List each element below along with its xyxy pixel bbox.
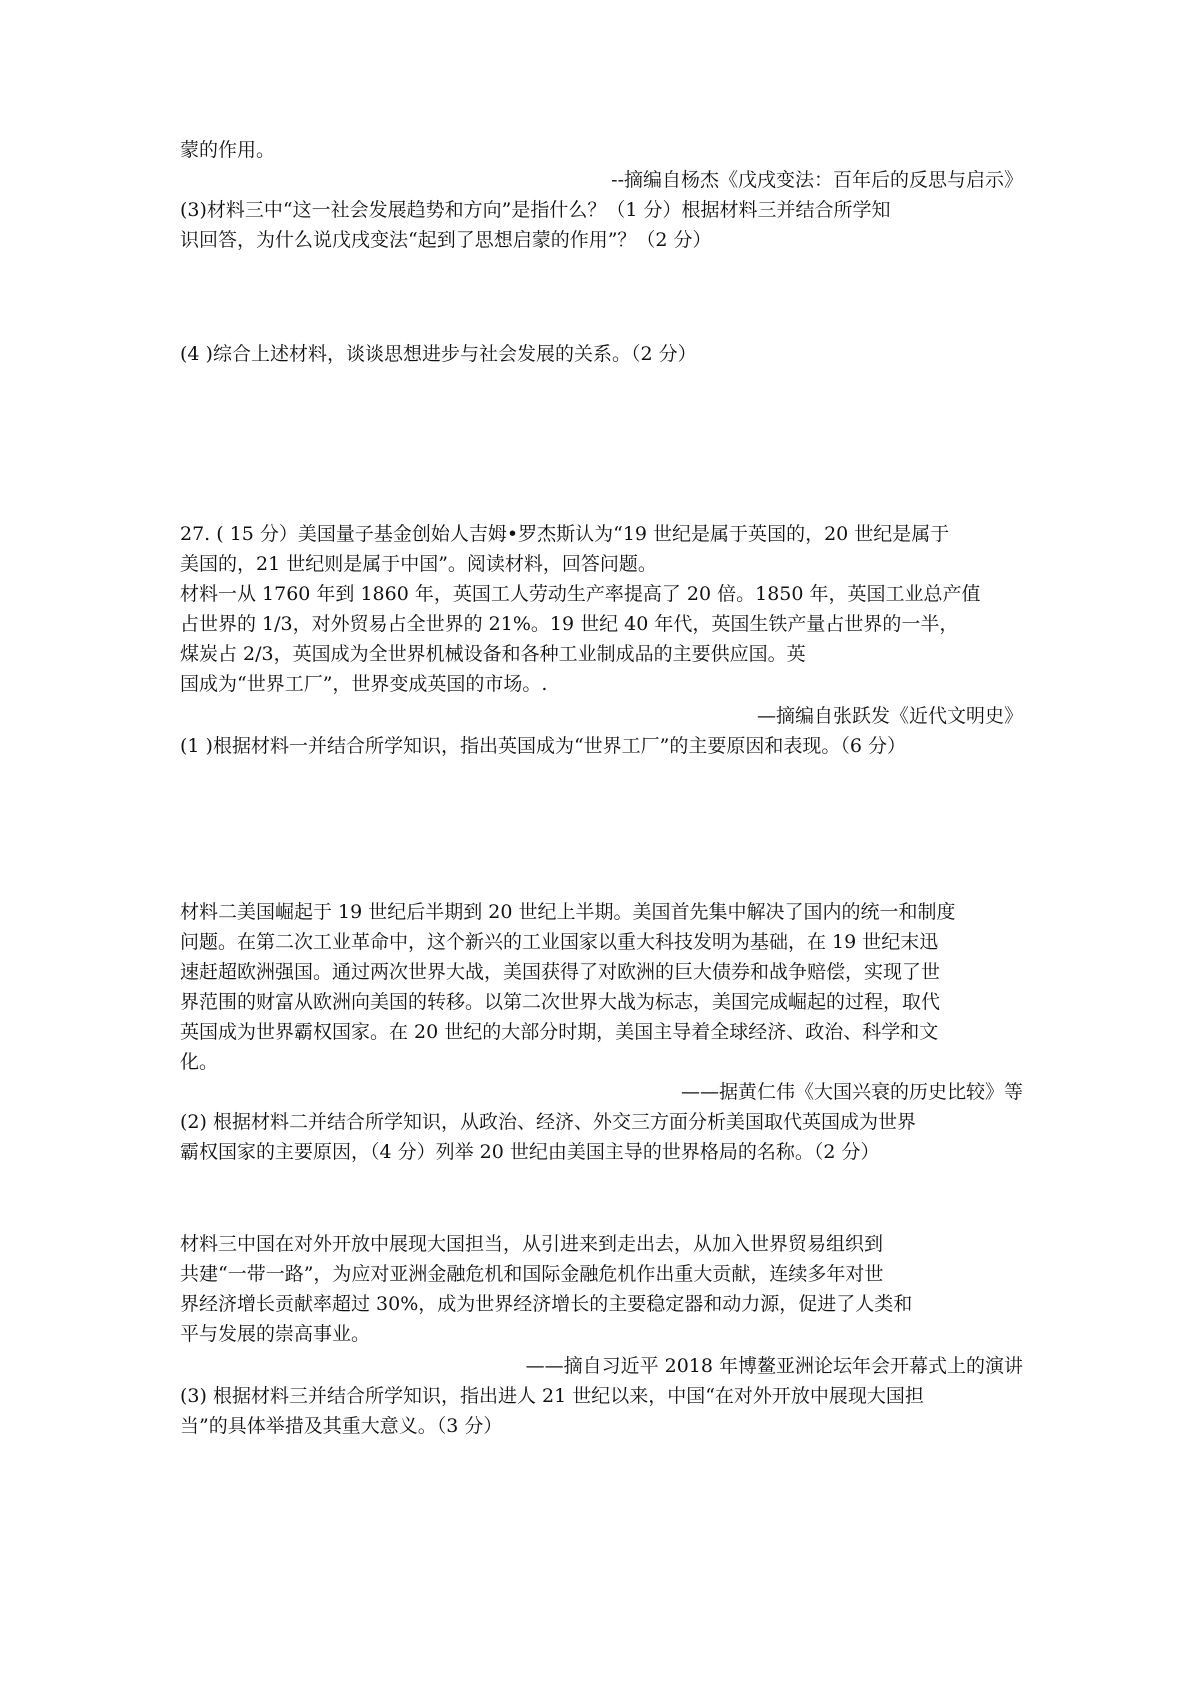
question-27-3-line2: 当”的具体举措及其重大意义。（3 分） (180, 1415, 503, 1437)
material2-line5: 英国成为世界霸权国家。在 20 世纪的大部分时期，美国主导着全球经济、政治、科学和文 (180, 1021, 939, 1043)
material1-line1: 材料一从 1760 年到 1860 年，英国工人劳动生产率提高了 20 倍。1850 年，英国工业总产值 (180, 583, 981, 605)
material1-line2: 占世界的 1/3，对外贸易占全世界的 21%。19 世纪 40 年代，英国生铁产量占世界的一半， (180, 613, 959, 635)
material3-line1: 材料三中国在对外开放中展现大国担当，从引进来到走出去，从加入世界贸易组织到 (180, 1233, 884, 1255)
question-26-4: (4 )综合上述材料，谈谈思想进步与社会发展的关系。（2 分） (180, 343, 697, 365)
question-27-2-line2: 霸权国家的主要原因，（4 分）列举 20 世纪由美国主导的世界格局的名称。（2 分） (180, 1141, 880, 1163)
material1-line3: 煤炭占 2/3，英国成为全世界机械设备和各种工业制成品的主要供应国。英 (180, 643, 806, 665)
material1-line4: 国成为“世界工厂”，世界变成英国的市场。. (180, 673, 548, 695)
question-26-3-line2: 识回答，为什么说戊戌变法“起到了思想启蒙的作用”？（2 分） (180, 229, 712, 251)
material2-line4: 界范围的财富从欧洲向美国的转移。以第二次世界大战为标志，美国完成崛起的过程，取代 (180, 991, 941, 1013)
material3-line2: 共建“一带一路”，为应对亚洲金融危机和国际金融危机作出重大贡献，连续多年对世 (180, 1263, 884, 1285)
question-27-2-line1: (2) 根据材料二并结合所学知识，从政治、经济、外交三方面分析美国取代英国成为世界 (180, 1111, 916, 1133)
question-27-1: (1 )根据材料一并结合所学知识，指出英国成为“世界工厂”的主要原因和表现。（6 分） (180, 735, 907, 757)
material3-speech-source: ——摘自习近平 2018 年博鳌亚洲论坛年会开幕式上的演讲 (525, 1355, 1023, 1377)
material2-line2: 问题。在第二次工业革命中，这个新兴的工业国家以重大科技发明为基础，在 19 世纪末迅 (180, 931, 939, 953)
material3-source: --摘编自杨杰《戊戌变法：百年后的反思与启示》 (611, 169, 1023, 191)
material1-source: —摘编自张跃发《近代文明史》 (756, 705, 1023, 727)
question-27-3-line1: (3) 根据材料三并结合所学知识，指出进人 21 世纪以来，中国“在对外开放中展现大国担 (180, 1385, 924, 1407)
material3-end-line: 蒙的作用。 (180, 139, 276, 161)
question-27-intro-line2: 美国的，21 世纪则是属于中国”。阅读材料，回答问题。 (180, 553, 657, 575)
material2-source: ——据黄仁伟《大国兴衰的历史比较》等 (680, 1081, 1023, 1103)
material2-line1: 材料二美国崛起于 19 世纪后半期到 20 世纪上半期。美国首先集中解决了国内的统一和制度 (180, 901, 956, 923)
question-27-intro-line1: 27. ( 15 分）美国量子基金创始人吉姆•罗杰斯认为“19 世纪是属于英国的，20 世纪是属于 (180, 523, 950, 545)
question-26-3-line1: (3)材料三中“这一社会发展趋势和方向”是指什么？（1 分）根据材料三并结合所学知 (180, 199, 891, 221)
material2-line6: 化。 (180, 1051, 219, 1073)
material3-line3: 界经济增长贡献率超过 30%，成为世界经济增长的主要稳定器和动力源，促进了人类和 (180, 1293, 913, 1315)
material3-line4: 平与发展的崇高事业。 (180, 1323, 371, 1345)
material2-line3: 速赶超欧洲强国。通过两次世界大战，美国获得了对欧洲的巨大债券和战争赔偿，实现了世 (180, 961, 941, 983)
